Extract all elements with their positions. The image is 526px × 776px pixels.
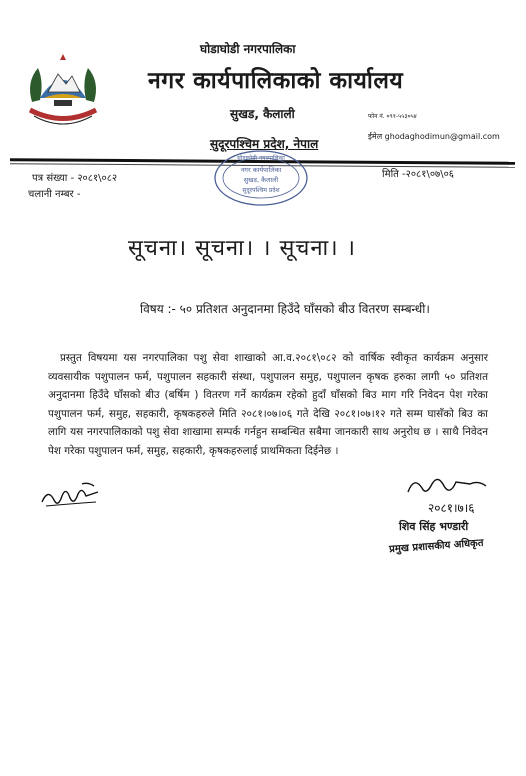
signature-right — [404, 472, 494, 520]
signatory-name: शिव सिंह भण्डारी — [399, 520, 469, 533]
dispatch-number: चलानी नम्बर - — [28, 189, 81, 200]
svg-text:सुखड, कैलाली: सुखड, कैलाली — [243, 176, 279, 184]
letter-date: मिति -२०८१\०७\०६ — [382, 169, 454, 180]
svg-text:घोडाघोडी नगरपालिका: घोडाघोडी नगरपालिका — [237, 155, 285, 162]
nepal-emblem-icon — [20, 52, 106, 130]
province-line: सुदूरपश्चिम प्रदेश, नेपाल — [210, 137, 319, 151]
letter-reference: पत्र संख्या - २०८१\०८२ — [32, 173, 118, 184]
signature-date: २०८१।७।६ — [428, 501, 475, 515]
svg-text:सुदूरपश्चिम प्रदेश: सुदूरपश्चिम प्रदेश — [242, 187, 280, 194]
municipality-name: घोडाघोडी नगरपालिका — [200, 42, 296, 56]
subject-line: विषय :- ५० प्रतिशत अनुदानमा हिउँदे घाँसको बीउ वितरण सम्बन्धी। — [140, 302, 430, 316]
office-title: नगर कार्यपालिकाको कार्यालय — [148, 68, 404, 94]
office-location: सुखड, कैलाली — [230, 107, 295, 121]
signature-left — [38, 478, 108, 512]
signatory-title: प्रमुख प्रशासकीय अधिकृत — [388, 537, 484, 556]
office-stamp — [212, 148, 310, 208]
phone-number: फोन नं. ०९१-५५३०५४ — [368, 113, 417, 120]
email-address: ईमेल ghodaghodimun@gmail.com — [368, 132, 500, 141]
notice-body: प्रस्तुत विषयमा यस नगरपालिका पशु सेवा शाखाको आ.व.२०८१\०८२ को वार्षिक स्वीकृत कार्यक्रम अनुसार व्यवसायीक पशुपालन फर्म, पशुपालन सहकारी संस्था, पशुपालन समुह, पशुपालन कृषक हरुका लागी ५० प्रतिशत अनुदानमा हिउँदे घाँसको बीउ (बर्षिम ) वितरण गर्ने कार्यक्रम रहेको हुदाँ घाँसको बिउ माग गरि निवेदन पेश गरेका पशुपालन फर्म, समुह, सहकारी, कृषकहरुले मिति २०८१।०७।०६ गते देखि २०८१।०७।१२ गते सम्म घासँको बिउ का लागि यस नगरपालिकाको पशु सेवा शाखामा सम्पर्क गर्नहुन सम्बन्धित सबैमा जानकारी साथ अनुरोध छ । साथै निवेदन पेश गरेका पशुपालन फर्म, समुह, सहकारी, कृषकहरुलाई प्राथमिकता दिईनेछ । — [48, 352, 488, 457]
svg-text:नगर कार्यपालिका: नगर कार्यपालिका — [240, 166, 282, 174]
notice-heading: सूचना। सूचना। । सूचना। । — [128, 236, 356, 261]
